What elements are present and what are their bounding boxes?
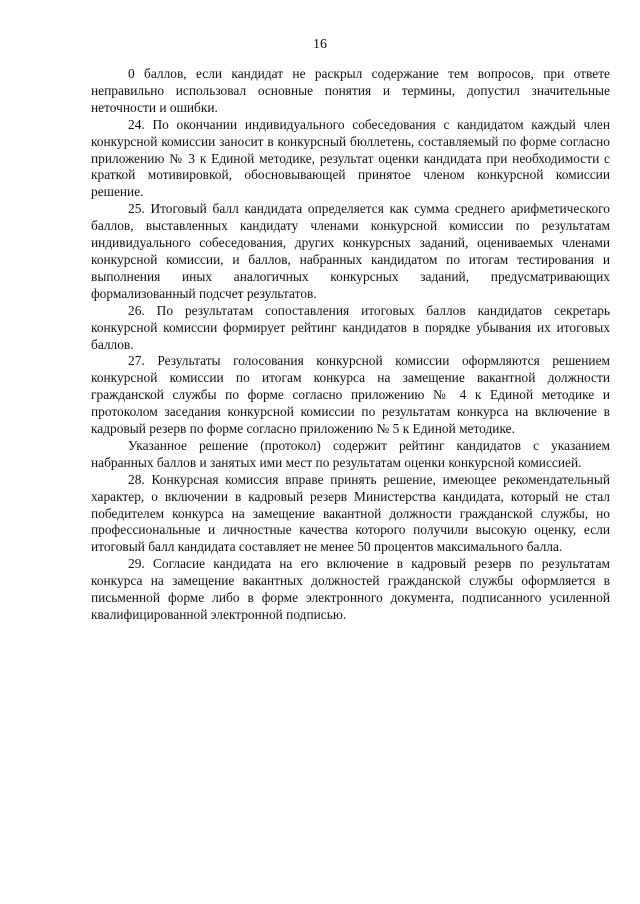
paragraph-25: 25. Итоговый балл кандидата определяется как сумма среднего арифметического баллов, выставленных кандидату членами конкурсной комиссии по результатам индивидуального собеседования, других конкурсных заданий, оцениваемых членами конкурсной комиссии, и баллов, набранных кандидатом по итогам тестирования и выполнения иных аналогичных конкурсных заданий, предусматривающих формализованный подсчет результатов. bbox=[91, 201, 610, 301]
paragraph-26: 26. По результатам сопоставления итоговых баллов кандидатов секретарь конкурсной комиссии формирует рейтинг кандидатов в порядке убывания их итоговых баллов. bbox=[91, 302, 610, 352]
paragraph-continuation-scoring: 0 баллов, если кандидат не раскрыл содержание тем вопросов, при ответе неправильно использовал основные понятия и термины, допустил значительные неточности и ошибки. bbox=[91, 66, 610, 115]
paragraph-24: 24. По окончании индивидуального собеседования с кандидатом каждый член конкурсной комиссии заносит в конкурсный бюллетень, составляемый по форме согласно приложению № 3 к Единой методике, результат оценки кандидата при необходимости с краткой мотивировкой, обосновывающей принятое членом конкурсной комиссии решение. bbox=[91, 116, 610, 200]
page-number: 16 bbox=[313, 37, 327, 52]
document-body bbox=[91, 66, 610, 624]
paragraph-27-decision: Указанное решение (протокол) содержит рейтинг кандидатов с указанием набранных баллов и занятых ими мест по результатам оценки конкурсной комиссией. bbox=[91, 437, 610, 470]
paragraph-27: 27. Результаты голосования конкурсной комиссии оформляются решением конкурсной комиссии по итогам конкурса на замещение вакантной должности гражданской службы по форме согласно приложению № 4 к Единой методике и протоколом заседания конкурсной комиссии по результатам конкурса на включение в кадровый резерв по форме согласно приложению № 5 к Единой методике. bbox=[91, 353, 610, 437]
paragraph-28: 28. Конкурсная комиссия вправе принять решение, имеющее рекомендательный характер, о включении в кадровый резерв Министерства кандидата, который не стал победителем конкурса на замещение вакантной должности гражданской службы, но профессиональные и личностные качества которого получили высокую оценку, если итоговый балл кандидата составляет не менее 50 процентов максимального балла. bbox=[91, 471, 610, 555]
paragraph-29: 29. Согласие кандидата на его включение в кадровый резерв по результатам конкурса на замещение вакантных должностей гражданской службы оформляется в письменной форме либо в форме электронного документа, подписанного усиленной квалифицированной электронной подписью. bbox=[91, 556, 610, 622]
